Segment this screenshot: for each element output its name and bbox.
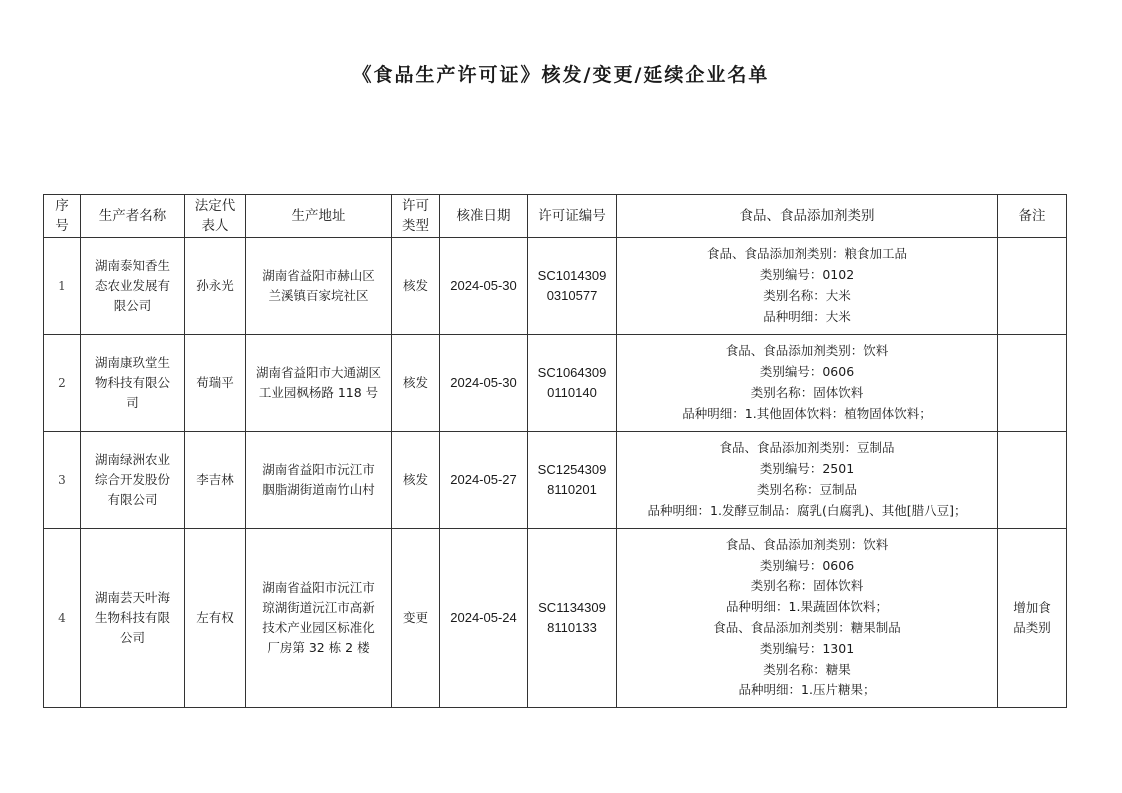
row-remark [998, 238, 1067, 335]
row-license-no: SC12543098110201 [528, 432, 617, 529]
row-producer: 湖南芸天叶海生物科技有限公司 [81, 529, 185, 708]
row-approval-date: 2024-05-30 [440, 238, 528, 335]
category-line: 类别名称：固体饮料 [750, 385, 864, 400]
category-line: 类别名称：大米 [763, 288, 851, 303]
row-license-type: 核发 [392, 432, 440, 529]
category-line: 类别编号：0606 [759, 557, 855, 573]
category-line: 类别名称：豆制品 [756, 482, 857, 497]
row-legal-rep: 孙永光 [185, 238, 246, 335]
category-line: 品种明细：大米 [763, 308, 851, 324]
row-producer: 湖南泰知香生态农业发展有限公司 [81, 238, 185, 335]
row-category [617, 529, 998, 708]
category-line: 类别编号：0606 [759, 364, 855, 380]
table-header-row [44, 195, 1067, 238]
row-remark [998, 335, 1067, 432]
header-legal-rep: 法定代表人 [185, 195, 246, 238]
category-line: 类别名称：固体饮料 [750, 578, 864, 594]
header-approval-date: 核准日期 [440, 195, 528, 238]
row-license-no: SC11343098110133 [528, 529, 617, 708]
row-remark [998, 432, 1067, 529]
row-producer: 湖南绿洲农业综合开发股份有限公司 [81, 432, 185, 529]
category-line: 类别编号：1301 [759, 640, 855, 656]
row-license-type: 核发 [392, 335, 440, 432]
table-row [44, 529, 1067, 708]
row-producer: 湖南康玖堂生物科技有限公司 [81, 335, 185, 432]
page-title: 《食品生产许可证》核发/变更/延续企业名单 [352, 64, 770, 86]
row-remark: 增加食品类别 [998, 529, 1067, 708]
table-row [44, 432, 1067, 529]
row-legal-rep: 荀瑞平 [185, 335, 246, 432]
table-row [44, 335, 1067, 432]
category-line: 品种明细：1.其他固体饮料：植物固体饮料； [682, 405, 932, 421]
category-line: 食品、食品添加剂类别：饮料 [725, 343, 889, 359]
category-line: 食品、食品添加剂类别：粮食加工品 [706, 246, 907, 262]
category-line: 品种明细：1.发酵豆制品：腐乳(白腐乳)、其他[腊八豆]； [647, 502, 967, 518]
row-legal-rep: 左有权 [185, 529, 246, 708]
category-line: 食品、食品添加剂类别：饮料 [725, 536, 889, 552]
row-license-type: 变更 [392, 529, 440, 708]
category-line: 类别编号：2501 [759, 461, 855, 477]
row-legal-rep: 李吉林 [185, 432, 246, 529]
row-license-no: SC10143090310577 [528, 238, 617, 335]
category-line: 类别名称：糖果 [763, 661, 851, 677]
row-seq: 2 [44, 335, 81, 432]
row-seq: 3 [44, 432, 81, 529]
category-line: 食品、食品添加剂类别：糖果制品 [713, 620, 901, 635]
header-category: 食品、食品添加剂类别 [617, 195, 998, 238]
row-address: 湖南省益阳市沅江市琼湖街道沅江市高新技术产业园区标准化厂房第 32 栋 2 楼 [246, 529, 392, 708]
category-line: 品种明细：1.压片糖果； [738, 682, 876, 698]
row-license-type: 核发 [392, 238, 440, 335]
category-line: 类别编号：0102 [759, 267, 855, 283]
row-category [617, 335, 998, 432]
row-approval-date: 2024-05-27 [440, 432, 528, 529]
row-approval-date: 2024-05-24 [440, 529, 528, 708]
header-license-type: 许可类型 [392, 195, 440, 238]
category-line: 品种明细：1.果蔬固体饮料； [726, 599, 888, 615]
row-license-no: SC10643090110140 [528, 335, 617, 432]
header-address: 生产地址 [246, 195, 392, 238]
header-seq: 序号 [44, 195, 81, 238]
row-address: 湖南省益阳市沅江市胭脂湖街道南竹山村 [246, 432, 392, 529]
row-address: 湖南省益阳市赫山区兰溪镇百家垸社区 [246, 238, 392, 335]
row-category [617, 238, 998, 335]
row-seq: 1 [44, 238, 81, 335]
license-table [43, 194, 1067, 708]
header-license-no: 许可证编号 [528, 195, 617, 238]
row-address: 湖南省益阳市大通湖区工业园枫杨路 118 号 [246, 335, 392, 432]
row-approval-date: 2024-05-30 [440, 335, 528, 432]
header-producer: 生产者名称 [81, 195, 185, 238]
header-remark: 备注 [998, 195, 1067, 238]
row-category [617, 432, 998, 529]
row-seq: 4 [44, 529, 81, 708]
table-row [44, 238, 1067, 335]
category-line: 食品、食品添加剂类别：豆制品 [719, 440, 895, 456]
